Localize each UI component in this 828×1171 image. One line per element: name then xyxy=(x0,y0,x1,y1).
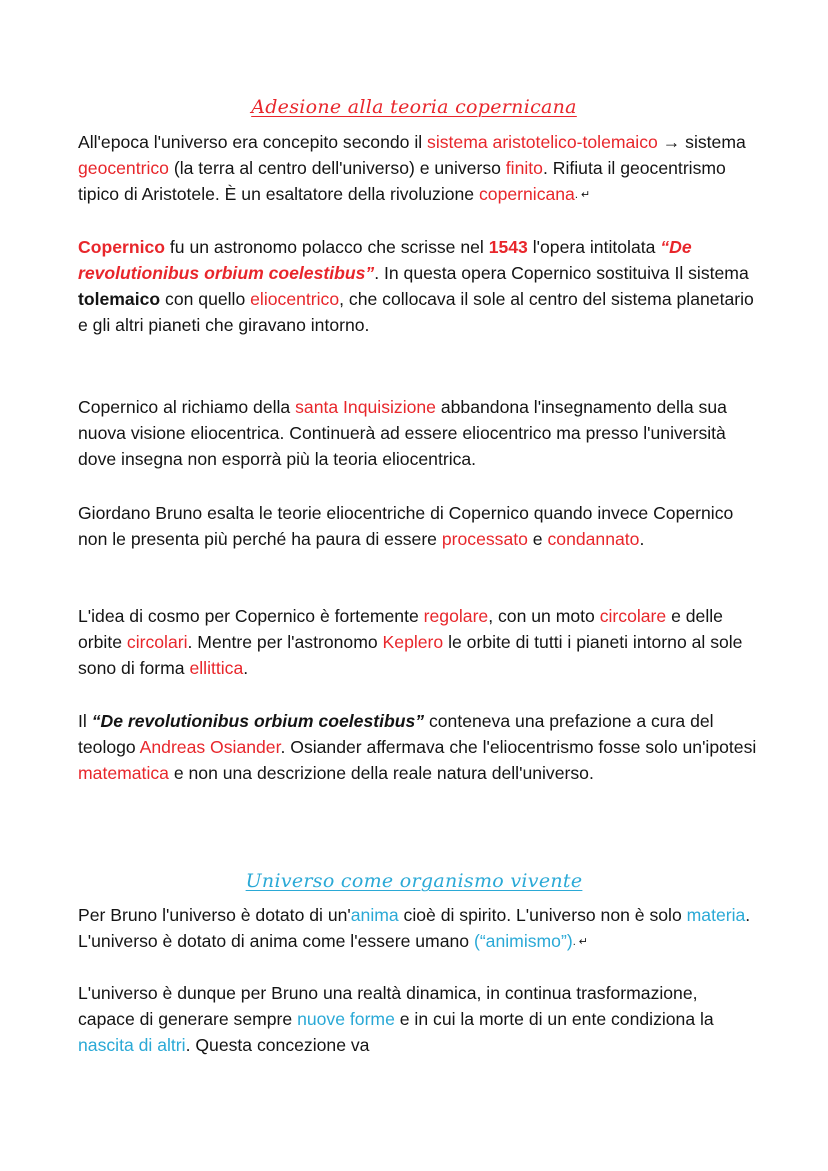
text-run: . xyxy=(639,528,645,549)
section-title-copernican: Adesione alla teoria copernicana xyxy=(251,96,577,118)
paragraph-osiander xyxy=(78,709,758,787)
highlighted-term: geocentrico xyxy=(78,157,169,178)
highlighted-term: nascita di altri xyxy=(78,1034,186,1055)
text-run: . Questa concezione va xyxy=(185,1034,370,1055)
highlighted-term: Andreas Osiander xyxy=(139,736,281,757)
text-run: Il xyxy=(78,711,92,731)
highlighted-term: tolemaico xyxy=(78,288,161,309)
text-run: (la terra al centro dell'universo) e universo xyxy=(168,157,506,178)
highlighted-term: processato xyxy=(441,528,528,549)
text-run: con quello xyxy=(160,288,251,309)
text-run: . Rifiuta il geocentrismo tipico di Aristotele. È un esaltatore della rivoluzione xyxy=(78,157,726,204)
text-run: l'opera intitolata xyxy=(527,237,661,257)
highlighted-term: matematica xyxy=(78,762,169,783)
text-run: conteneva una prefazione a cura del teologo xyxy=(78,711,714,757)
highlighted-term: . ↵ xyxy=(572,935,589,948)
text-run: e delle orbite xyxy=(78,606,723,652)
paragraph-realta-dinamica xyxy=(78,981,758,1059)
paragraph-copernico-opera xyxy=(78,235,758,339)
paragraph-idea-cosmo xyxy=(78,604,758,682)
paragraph-giordano-bruno xyxy=(78,501,758,553)
text-run: Giordano Bruno esalta le teorie eliocentriche di Copernico quando invece Copernico non le presenta più perché ha paura di essere xyxy=(78,503,734,549)
text-run: . xyxy=(243,657,249,678)
text-run: e xyxy=(527,528,548,549)
text-run: e non una descrizione della reale natura dell'universo. xyxy=(168,762,594,783)
text-run: fu un astronomo polacco che scrisse nel xyxy=(165,237,489,257)
text-run: , che collocava il sole al centro del sistema planetario e gli altri pianeti che giravano intorno. xyxy=(78,288,754,335)
highlighted-term: santa Inquisizione xyxy=(295,397,436,417)
highlighted-term: condannato xyxy=(547,528,640,549)
highlighted-term: (“animismo”) xyxy=(473,930,573,951)
text-run: . In questa opera Copernico sostituiva Il sistema xyxy=(374,262,749,283)
text-run: le orbite di tutti i pianeti intorno al sole sono di forma xyxy=(78,631,743,678)
text-run: abbandona l'insegnamento della sua nuova visione eliocentrica. Continuerà ad essere eliocentrico ma presso l'università dove insegna non esporrà più la teoria eliocentrica. xyxy=(78,397,727,469)
highlighted-term: finito xyxy=(505,157,543,178)
highlighted-term: circolare xyxy=(599,606,667,626)
highlighted-term: . ↵ xyxy=(574,188,591,201)
highlighted-term: ellittica xyxy=(189,657,244,678)
text-run: , con un moto xyxy=(488,606,600,626)
highlighted-term: sistema aristotelico-tolemaico xyxy=(427,132,658,152)
text-run: e in cui la morte di un ente condiziona la xyxy=(394,1008,714,1029)
highlighted-term: nuove forme xyxy=(297,1008,395,1029)
highlighted-term: circolari xyxy=(126,631,188,652)
text-run: “De revolutionibus orbium coelestibus” xyxy=(91,711,425,731)
paragraph-geocentric-system xyxy=(78,130,758,209)
highlighted-term: anima xyxy=(350,905,399,925)
highlighted-term: regolare xyxy=(423,606,489,626)
text-run: → sistema xyxy=(657,132,746,152)
highlighted-term: materia xyxy=(686,905,746,925)
highlighted-term: eliocentrico xyxy=(250,288,340,309)
text-run: Per Bruno l'universo è dotato di un' xyxy=(78,905,351,925)
text-run: All'epoca l'universo era concepito secondo il xyxy=(78,132,428,152)
paragraph-inquisizione xyxy=(78,395,758,473)
text-run: L'idea di cosmo per Copernico è fortemente xyxy=(78,606,424,626)
section-title-organismo: Universo come organismo vivente xyxy=(245,870,583,892)
text-run: . Osiander affermava che l'eliocentrismo fosse solo un'ipotesi xyxy=(280,736,757,757)
text-run: . Mentre per l'astronomo xyxy=(187,631,383,652)
text-run: cioè di spirito. L'universo non è solo xyxy=(398,905,687,925)
text-run: Copernico al richiamo della xyxy=(78,397,296,417)
highlighted-term: 1543 xyxy=(488,237,528,257)
text-run: . L'universo è dotato di anima come l'essere umano xyxy=(78,905,751,951)
text-run: L'universo è dunque per Bruno una realtà dinamica, in continua trasformazione, capace di generare sempre xyxy=(78,983,698,1029)
paragraph-anima xyxy=(78,903,758,956)
highlighted-term: Copernico xyxy=(78,237,165,257)
highlighted-term: “De revolutionibus orbium coelestibus” xyxy=(78,237,692,283)
highlighted-term: copernicana xyxy=(478,183,575,204)
highlighted-term: Keplero xyxy=(382,631,444,652)
